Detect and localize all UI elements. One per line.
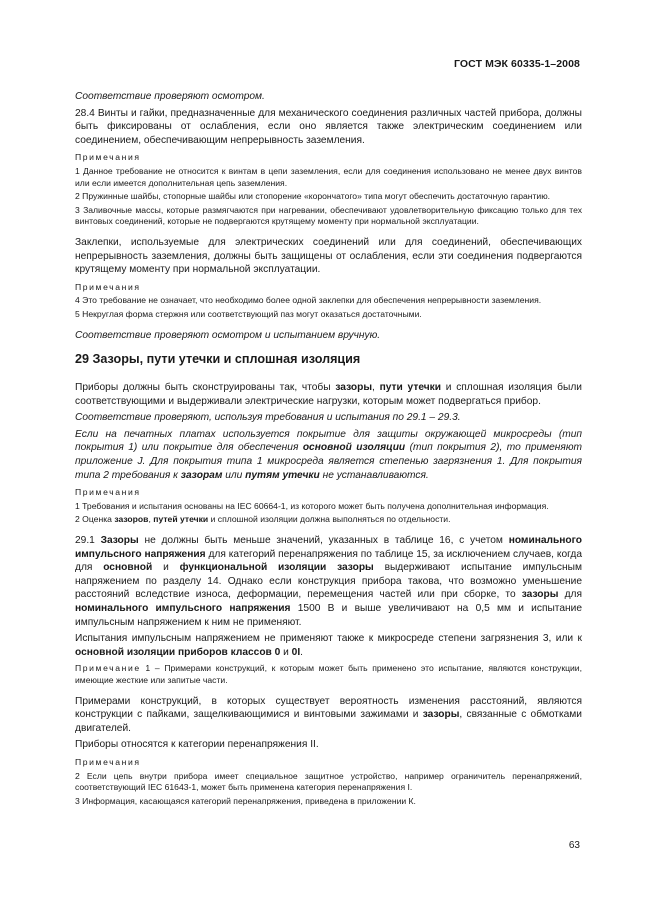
examples-paragraph: Примерами конструкций, в которых существует вероятность изменения расстояний, являются конструкции с пайками, защелкивающимися и винтовыми зажимами и зазоры, связанные с обмотками двигателей. [75,695,582,734]
note-item: 2 Если цепь внутри прибора имеет специальное защитное устройство, например ограничитель перенапряжений, соответствующий IEC 61643-1, может быть применена категория перенапряжения I. [75,770,582,793]
note-item: 1 Данное требование не относится к винтам в цепи заземления, если для соединения использовано не менее двух винтов или если имеется дополнительная цепь заземления. [75,165,582,188]
document-header: ГОСТ МЭК 60335-1–2008 [453,58,580,70]
note-item: 2 Пружинные шайбы, стопорные шайбы или стопорение «корончатого» типа могут обеспечить достаточную гарантию. [75,191,551,202]
coating-paragraph: Если на печатных платах используется покрытие для защиты окружающей микросреды (тип покрытия 1) или покрытие для обеспечения основной изоляции (тип покрытия 2), то применяют приложение J. Для покрытия типа 1 микросреда является степенью загрязнения 1. Для покрытия типа 2 требования к зазорам или путям утечки не устанавливаются. [75,428,582,481]
note-item: 4 Это требование не означает, что необходимо более одной заклепки для обеспечения непрерывности заземления. [75,295,542,306]
note-item: 1 Требования и испытания основаны на IEC 60664-1, из которого может быть получена дополнительная информация. [75,500,549,511]
category-paragraph: Приборы относятся к категории перенапряжения II. [75,739,319,751]
note-item: Примечание 1 – Примерами конструкций, к которым может быть применено это испытание, являются конструкции, имеющие жесткие или запитые части. [75,663,582,685]
notes-heading: Примечания [75,281,141,292]
rivets-paragraph: Заклепки, используемые для электрических соединений или для соединений, обеспечивающих непрерывность заземления, должны быть защищены от ослабления, если эти соединения подвергаются крутящему моменту при нормальной эксплуатации. [75,236,582,276]
note-item: 3 Заливочные массы, которые размягчаются при нагревании, обеспечивают удовлетворительную фиксацию только для тех винтовых соединений, которые не подвергаются крутящему моменту при нормальной эксплуатации. [75,204,582,227]
compliance-text: Соответствие проверяют осмотром и испытанием вручную. [75,329,381,341]
clause-29-1: 29.1 Зазоры не должны быть меньше значений, указанных в таблице 16, с учетом номинального импульсного напряжения для категорий перенапряжения по таблице 15, за исключением случаев, когда для основной и функциональной изоляции зазоры выдерживают испытание импульсным напряжением по разделу 14. Однако если конструкция прибора такова, что возможно уменьшение расстояний вследствие износа, деформации, перемещения частей или при сборке, то зазоры для номинального импульсного напряжения 1500 В и выше увеличивают на 0,5 мм и испытание импульсным напряжением к ним не применяют. [75,535,582,628]
compliance-text: Соответствие проверяют, используя требования и испытания по 29.1 – 29.3. [75,412,461,424]
impulse-test-paragraph: Испытания импульсным напряжением не применяют также к микросреде степени загрязнения 3, или к основной изоляции приборов классов 0 и 0I. [75,633,582,658]
compliance-text: Соответствие проверяют осмотром. [75,91,265,102]
page-number: 63 [568,840,580,851]
notes-heading: Примечания [75,756,141,767]
section-29-intro: Приборы должны быть сконструированы так, чтобы зазоры, пути утечки и сплошная изоляция были соответствующими и выдерживали электрические нагрузки, которым может подвергаться прибор. [75,382,582,407]
section-title: 29 Зазоры, пути утечки и сплошная изоляция [75,352,361,367]
note-item: 2 Оценка зазоров, путей утечки и сплошной изоляции должна выполняться по отдельности. [75,514,451,525]
page-body [75,90,582,809]
clause-28-4: 28.4 Винты и гайки, предназначенные для механического соединения различных частей прибора, должны быть фиксированы от ослабления, если оно является также электрическим соединением или соединением, обеспечивающим непрерывность заземления. [75,107,582,146]
notes-heading: Примечания [75,152,141,163]
notes-heading: Примечания [75,487,141,498]
note-item: 5 Некруглая форма стержня или соответствующий паз могут оказаться достаточными. [75,308,422,319]
note-item: 3 Информация, касающаяся категорий перенапряжения, приведена в приложении К. [75,795,416,806]
